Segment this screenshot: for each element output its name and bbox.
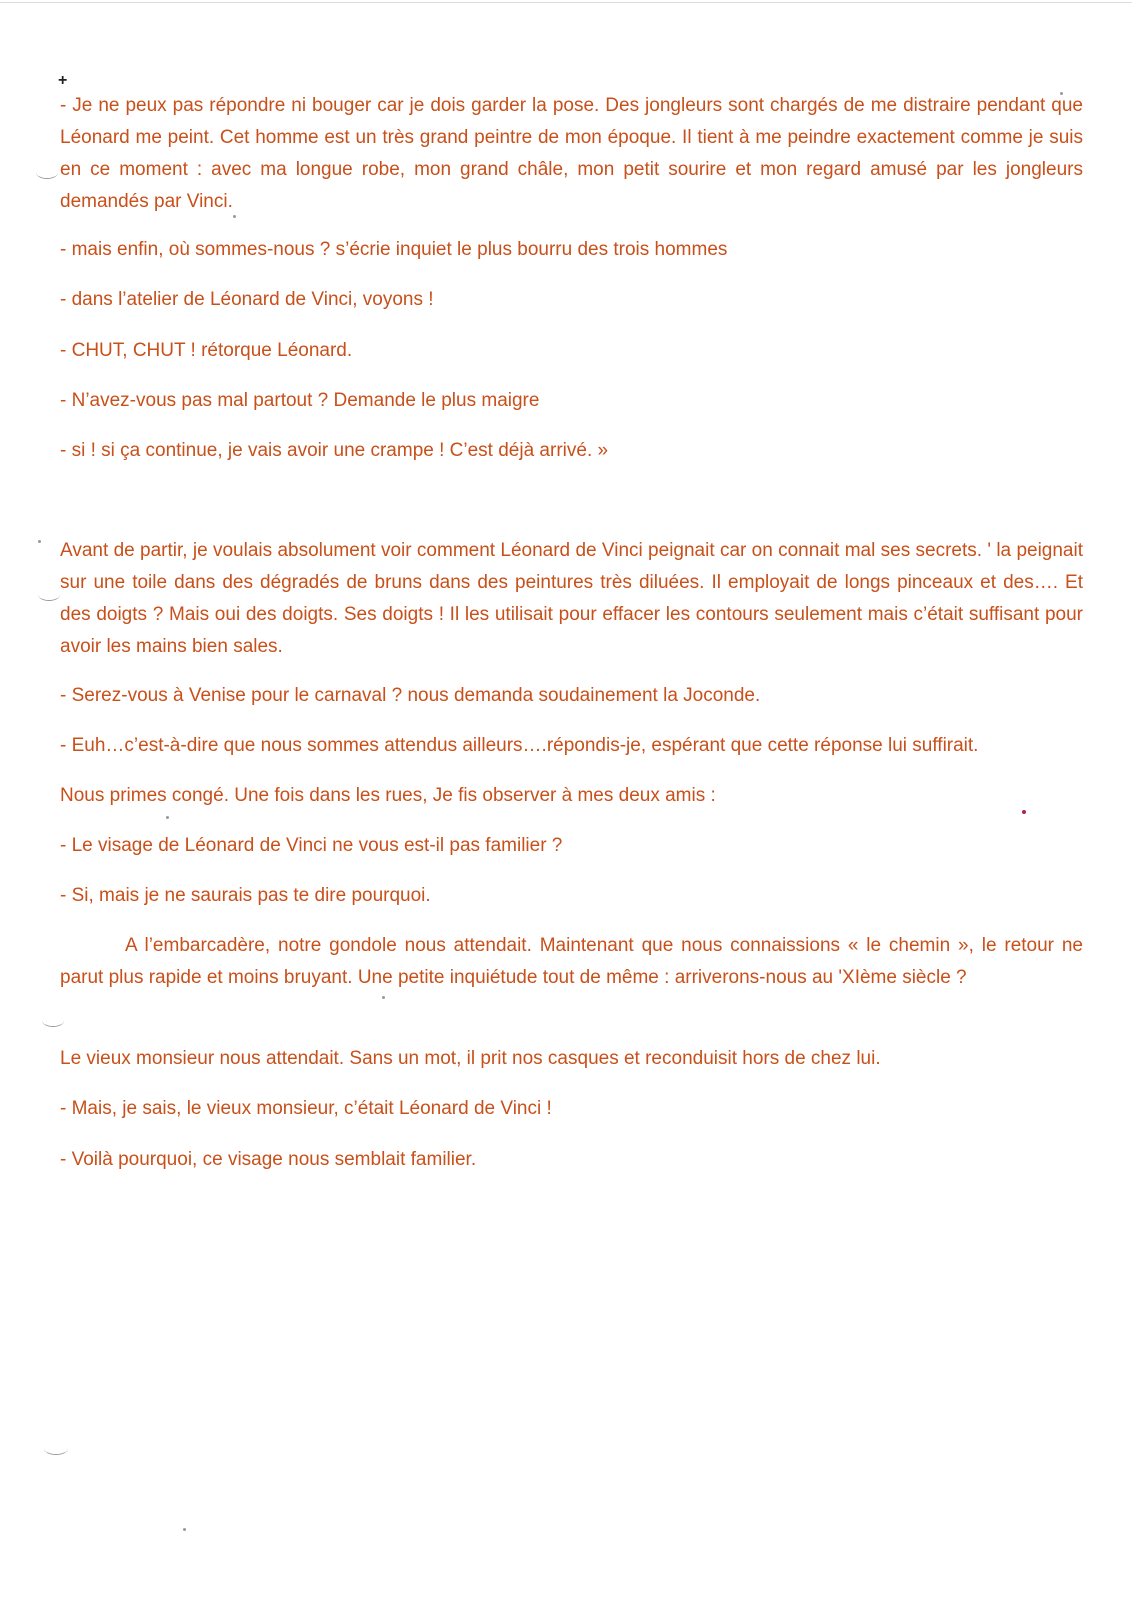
scan-speck <box>1060 92 1063 95</box>
paragraph-pose: - Je ne peux pas répondre ni bouger car je dois garder la pose. Des jongleurs sont chargés de me distraire pendant que Léonard me peint. Cet homme est un très grand peintre de mon époque. Il tient à me peindre exactement comme je suis en ce moment : avec ma longue robe, mon grand châle, mon petit sourire et mon regard amusé par les jongleurs demandés par Vinci. <box>60 95 1083 212</box>
scan-speck <box>183 1528 186 1531</box>
scan-curve-mark <box>36 166 58 179</box>
plus-mark: + <box>58 72 68 89</box>
scan-speck <box>166 816 169 819</box>
narration-line: Le vieux monsieur nous attendait. Sans un mot, il prit nos casques et reconduisit hors de chez lui. <box>60 1048 881 1069</box>
scan-speck <box>382 996 385 999</box>
scan-speck <box>1022 810 1026 814</box>
scan-top-edge <box>0 2 1132 3</box>
dialogue-line: - Euh…c’est-à-dire que nous sommes attendus ailleurs….répondis-je, espérant que cette réponse lui suffirait. <box>60 735 979 756</box>
scan-speck <box>233 215 236 218</box>
scan-curve-mark <box>42 1014 64 1027</box>
paragraph-return: A l’embarcadère, notre gondole nous attendait. Maintenant que nous connaissions « le chemin », le retour ne parut plus rapide et moins bruyant. Une petite inquiétude tout de même : arriverons-nous au 'XIème siècle ? <box>60 935 1083 988</box>
dialogue-line: - CHUT, CHUT ! rétorque Léonard. <box>60 340 353 361</box>
dialogue-line: - dans l’atelier de Léonard de Vinci, voyons ! <box>60 289 434 310</box>
dialogue-line: - Voilà pourquoi, ce visage nous semblait familier. <box>60 1149 477 1170</box>
scan-curve-mark <box>44 1442 68 1455</box>
scan-speck <box>38 540 41 543</box>
dialogue-line: - N’avez-vous pas mal partout ? Demande le plus maigre <box>60 390 540 411</box>
dialogue-line: - Serez-vous à Venise pour le carnaval ? nous demanda soudainement la Joconde. <box>60 685 761 706</box>
narration-line: Nous primes congé. Une fois dans les rues, Je fis observer à mes deux amis : <box>60 785 716 806</box>
dialogue-line: - si ! si ça continue, je vais avoir une crampe ! C’est déjà arrivé. » <box>60 440 609 461</box>
dialogue-line: - Le visage de Léonard de Vinci ne vous est-il pas familier ? <box>60 835 563 856</box>
paragraph-technique: Avant de partir, je voulais absolument voir comment Léonard de Vinci peignait car on connait mal ses secrets. ' la peignait sur une toile dans des dégradés de bruns dans des peintures très diluées. Il employait de longs pinceaux et des…. Et des doigts ? Mais oui des doigts. Ses doigts ! Il les utilisait pour effacer les contours seulement mais c’était suffisant pour avoir les mains bien sales. <box>60 540 1083 657</box>
dialogue-line: - Si, mais je ne saurais pas te dire pourquoi. <box>60 885 431 906</box>
scan-curve-mark <box>38 588 60 601</box>
dialogue-line: - mais enfin, où sommes-nous ? s’écrie inquiet le plus bourru des trois hommes <box>60 239 728 260</box>
dialogue-line: - Mais, je sais, le vieux monsieur, c’était Léonard de Vinci ! <box>60 1098 552 1119</box>
